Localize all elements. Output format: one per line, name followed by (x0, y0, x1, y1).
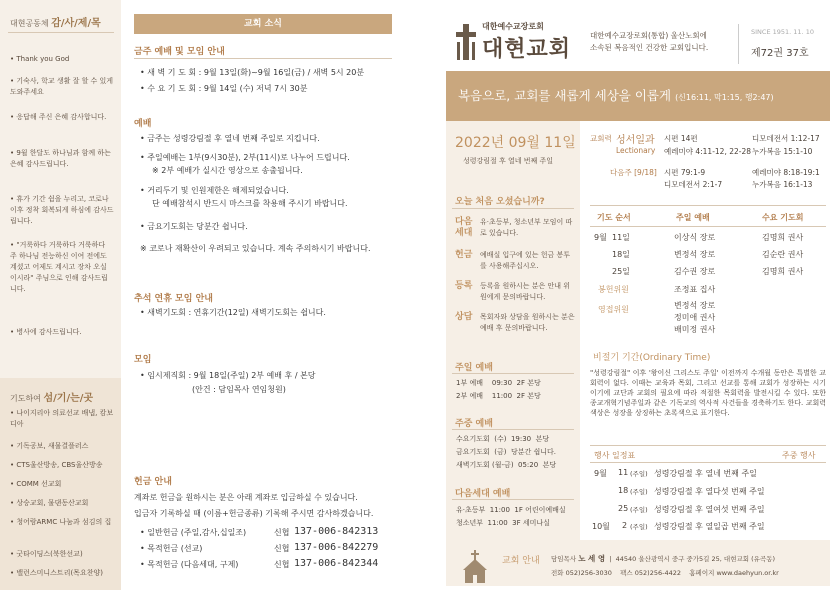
ordinary-title: 비절기 기간(Ordinary Time) (593, 353, 711, 363)
news-line: • 주일예배는 1부(9시30분), 2부(11시)로 나누어 드립니다. (140, 153, 350, 162)
news-line: • 새벽기도회 : 연휴기간(12일) 새벽기도회는 쉽니다. (140, 308, 326, 317)
divider (738, 24, 739, 64)
prayer-item: • 나이지리아 의료선교 배냅, 캄보디아 (10, 409, 114, 428)
next-week-label: 다음주 [9/18] (610, 168, 657, 177)
gratitude-item: • 응답해 주신 은혜 감사합니다. (10, 113, 107, 121)
church-building-icon (460, 550, 490, 584)
news-line: ※ 코로나 재확산이 우려되고 있습니다. 계속 주의하시기 바랍니다. (140, 244, 371, 253)
event-desc: 성령강림절 후 열다섯 번째 주일 (654, 487, 765, 496)
divider (590, 205, 826, 206)
event-day: 11 (618, 468, 629, 477)
lectionary-season: 성서일과 (616, 135, 655, 146)
news-line: ※ 2부 예배가 실시간 영상으로 송출됩니다. (152, 166, 303, 175)
duty-month: 9월 (594, 233, 607, 242)
welcome-label: 상담 (455, 312, 473, 322)
denomination: 대한예수교장로회 (482, 22, 544, 31)
ordinary-text: "성령강림절" 이후 '왕이신 그리스도 주일' 이전까지 수개월 동안은 특별한 교회력이 없다. 이때는 교육과 목회, 그리고 선교를 통해 교회가 성장하는 시기이기에 교단과 교회의 필요에 따라 적절한 목회력을 발전시킬 수 있다. 또한 종교개혁기념주일과 같은 기독교의 역사적 사건들을 경축하기도 한다. 교회력 색상은 성장을 상징하는 초록색으로 표기한다. (590, 369, 826, 417)
events-header: 주중 행사 (782, 451, 816, 460)
section-title: 예배 (134, 119, 152, 129)
welcome-label: 다음 세대 (455, 217, 473, 238)
gratitude-item: • "거룩하다 거룩하다 거룩하다 주 하나님 전능하신 이여 전에도 계셨고 어제도 계시고 장차 오실 이시라" 주님으로 인해 감사드립니다. (10, 241, 108, 293)
prayer-item: • 밸런스미니스트리(목요찬양) (10, 569, 103, 577)
divider (134, 58, 392, 59)
duty-day: 25일 (612, 267, 630, 276)
news-line: 입금자 기록하실 때 (이름+헌금종류) 기록해 주시면 감사하겠습니다. (134, 509, 374, 518)
news-header: 교회 소식 (134, 14, 392, 34)
lectionary-reading: 디모데전서 2:1-7 (664, 180, 723, 189)
welcome-text: 목회자와 상담을 원하시는 분은 예배 후 문의바랍니다. (480, 313, 575, 332)
event-dow: (주일) (630, 523, 648, 531)
gratitude-item: • 휴가 기간 쉼을 누리고, 코로나 이후 정착 회복되게 하심에 감사드립니다. (10, 195, 114, 225)
greeting-member: 변정석 장로 (674, 301, 716, 310)
account-bank: 신협 (274, 560, 290, 569)
schedule-title: 주중 예배 (455, 419, 493, 429)
welcome-title: 오늘 처음 오셨습니까? (455, 197, 545, 207)
event-desc: 성령강림절 후 열네 번째 주일 (654, 469, 757, 478)
motto-banner: 복음으로, 교회를 새롭게 세상을 이롭게 (신16:11, 막1:15, 행2:47) (446, 71, 830, 121)
event-dow: (주일) (630, 506, 648, 514)
offering-member: 조정표 집사 (674, 285, 716, 294)
footer-address-line: 담임목사 노 세 영 | 44540 울산광역시 중구 중가5길 25, 대현교회 (유곡동) (551, 554, 776, 563)
divider (590, 445, 826, 446)
account-bank: 신협 (274, 528, 290, 537)
event-dow: (주일) (630, 470, 648, 478)
lectionary-reading: 디모데전서 1:12-17 (752, 134, 820, 143)
news-line: • 새 벽 기 도 회 : 9월 13일(화)~9월 16일(금) / 새벽 5시 20분 (140, 68, 365, 77)
duty-day: 18일 (612, 250, 630, 259)
greeting-label: 영접위원 (598, 305, 629, 314)
event-dow: (주일) (630, 488, 648, 496)
schedule-row: 유·초등부 11:00 1F 어린이예배실 (456, 506, 566, 514)
prayer-title: 기도하여 섬/기/는/곳 (10, 393, 94, 404)
lectionary-reading: 누가복음 16:1-13 (752, 180, 813, 189)
service-date-subtitle: 성령강림절 후 열네 번째 주일 (463, 157, 554, 165)
news-line: • 거리두기 및 인원제한은 해제되었습니다. (140, 186, 289, 195)
news-line: • 수 요 기 도 회 : 9월 14일 (수) 저녁 7시 30분 (140, 84, 308, 93)
schedule-row: 1부 예배 09:30 2F 본당 (456, 379, 541, 387)
welcome-text: 등록을 원하시는 분은 안내 위원에게 문의바랍니다. (480, 282, 571, 301)
schedule-row: 새벽기도회 (월-금) 05:20 본당 (456, 461, 557, 469)
duty-sunday: 변정석 장로 (674, 250, 716, 259)
lectionary-sublabel: Lectionary (616, 146, 656, 155)
account-bank: 신협 (274, 544, 290, 553)
gratitude-item: • 병사에 감사드립니다. (10, 328, 82, 336)
schedule-title: 주일 예배 (455, 363, 493, 373)
event-day: 25 (618, 504, 629, 513)
schedule-row: 금요기도회 (금) 당분간 쉽니다. (456, 448, 556, 456)
news-line: • 금주는 성령강림절 후 열네 번째 주일로 지킵니다. (140, 134, 320, 143)
events-header: 행사 일정표 (594, 451, 636, 460)
prayer-item: • 청어람ARMC 나눔과 섬김의 집 (10, 518, 112, 526)
welcome-label: 등록 (455, 281, 473, 291)
duty-wednesday: 김명희 권사 (762, 233, 804, 242)
news-line: (안건 : 담임목사 연임청원) (192, 385, 286, 394)
section-title: 모임 (134, 355, 152, 365)
account-number: 137-006-842313 (294, 526, 379, 537)
prayer-item: • 상승교회, 물댄동산교회 (10, 499, 89, 507)
church-description: 대한예수교장로회(통합) 울산노회에 소속된 복음적인 건강한 교회입니다. (590, 31, 709, 52)
lectionary-reading: 시편 14편 (664, 134, 698, 143)
event-month: 9월 (594, 469, 607, 478)
prayer-item: • 기독공보, 새물결플러스 (10, 442, 89, 450)
greeting-member: 배미정 권사 (674, 325, 716, 334)
footer-title: 교회 안내 (502, 556, 540, 566)
event-desc: 성령강림절 후 열여섯 번째 주일 (654, 505, 765, 514)
duty-wednesday: 김명희 권사 (762, 267, 804, 276)
greeting-member: 정미애 권사 (674, 313, 716, 322)
account-number: 137-006-842344 (294, 558, 379, 569)
schedule-row: 2부 예배 11:00 2F 본당 (456, 392, 541, 400)
divider (452, 373, 574, 374)
account-label: • 목적헌금 (선교) (140, 544, 203, 553)
gratitude-item: • Thank you God (10, 55, 70, 63)
issue-number: 제72권 37호 (751, 48, 809, 59)
account-label: • 목적헌금 (다음세대, 구제) (140, 560, 239, 569)
church-cross-logo (454, 22, 478, 62)
prayer-item: • CTS울산방송, CBS울산방송 (10, 461, 103, 469)
duty-day: 11일 (612, 233, 630, 242)
divider (590, 462, 826, 463)
divider (590, 226, 826, 227)
welcome-text: 예배실 입구에 있는 헌금 봉투를 사용해주십시오. (480, 251, 571, 270)
welcome-label: 헌금 (455, 250, 473, 260)
divider (452, 429, 574, 430)
lectionary-reading: 예레미야 4:11-12, 22-28 (664, 147, 752, 156)
duty-sunday: 이상식 장로 (674, 233, 716, 242)
divider (452, 499, 574, 500)
duty-header: 기도 순서 (597, 213, 631, 222)
prayer-item: • COMM 선교회 (10, 480, 62, 488)
gratitude-item: • 9월 한달도 하나님과 함께 하는 은혜 감사드립니다. (10, 149, 111, 168)
section-title: 헌금 안내 (134, 477, 172, 487)
divider (8, 32, 114, 33)
gratitude-item: • 기숙사, 학교 생활 잘 할 수 있게 도와주세요 (10, 77, 114, 96)
news-line: • 임시제직회 : 9월 18일(주일) 2부 예배 후 / 본당 (140, 371, 316, 380)
news-line: 계좌로 헌금을 원하시는 분은 아래 계좌로 입금하실 수 있습니다. (134, 493, 358, 502)
welcome-text: 유·초등부, 청소년부 모임이 따로 있습니다. (480, 218, 573, 237)
duty-header: 주일 예배 (676, 213, 710, 222)
news-line: 단 예배참석시 반드시 마스크를 착용해 주시기 바랍니다. (152, 199, 348, 208)
event-month: 10월 (592, 522, 610, 531)
event-day: 2 (622, 521, 628, 530)
lectionary-label: 교회력 (590, 134, 612, 143)
church-name: 대현교회 (482, 37, 572, 62)
schedule-title: 다음세대 예배 (455, 489, 511, 499)
schedule-row: 수요기도회 (수) 19:30 본당 (456, 435, 550, 443)
lectionary-reading: 예레미야 8:18-19:1 (752, 168, 820, 177)
lectionary-reading: 누가복음 15:1-10 (752, 147, 813, 156)
account-label: • 일반헌금 (주일,감사,십일조) (140, 528, 247, 537)
event-desc: 성령강림절 후 열일곱 번째 주일 (654, 522, 765, 531)
footer-contact-line: 전화 052)256-3030 팩스 052)256-4422 홈페이지 www.daehyun.or.kr (551, 569, 779, 577)
duty-sunday: 김수권 장로 (674, 267, 716, 276)
duty-wednesday: 김순란 권사 (762, 250, 804, 259)
section-title: 금주 예배 및 모임 안내 (134, 47, 225, 57)
offering-label: 봉헌위원 (598, 285, 629, 294)
date-panel (446, 121, 580, 570)
gratitude-title: 대현공동체 감/사/제/목 (10, 18, 101, 29)
schedule-row: 청소년부 11:00 3F 세미나실 (456, 519, 550, 527)
divider (452, 208, 574, 209)
duty-header: 수요 기도회 (762, 213, 804, 222)
since-label: SINCE 1951. 11. 10 (751, 28, 814, 36)
service-date: 2022년 09월 11일 (455, 135, 576, 151)
account-number: 137-006-842279 (294, 542, 379, 553)
event-day: 18 (618, 486, 629, 495)
section-title: 추석 연휴 모임 안내 (134, 294, 213, 304)
lectionary-reading: 시편 79:1-9 (664, 168, 706, 177)
news-line: • 금요기도회는 당분간 쉽니다. (140, 222, 248, 231)
prayer-item: • 굿타이딩스(북한선교) (10, 550, 83, 558)
